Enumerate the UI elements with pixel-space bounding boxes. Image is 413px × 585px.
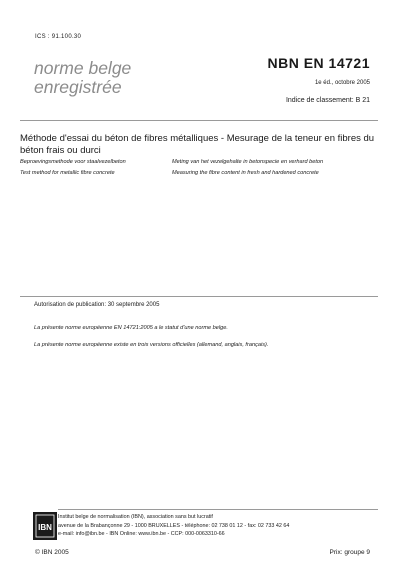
brand-line-2: enregistrée (34, 77, 122, 97)
classification-index: Indice de classement: B 21 (285, 97, 370, 104)
ibn-logo-icon (32, 511, 58, 541)
ics-code: ICS : 91.100.30 (35, 34, 82, 40)
institute-info (58, 513, 378, 539)
title-english-b: Measuring the fibre content in fresh and hardened concrete (172, 170, 319, 176)
price-group: Prix: groupe 9 (329, 549, 370, 556)
status-statement: La présente norme européenne EN 14721:2005 a le statut d'une norme belge. (34, 325, 228, 331)
title-dutch-b: Meting van het vezelgehalte in betonspecie en verhard beton (172, 159, 324, 165)
title-french: Méthode d'essai du béton de fibres métalliques - Mesurage de la teneur en fibres du béton frais ou durci (20, 133, 375, 156)
title-dutch-a: Beproevingsmethode voor staalvezelbeton (20, 159, 126, 165)
brand-title (34, 59, 194, 97)
versions-statement: La présente norme européenne existe en trois versions officielles (allemand, anglais, français). (34, 342, 269, 348)
norm-number: NBN EN 14721 (267, 55, 370, 71)
institute-contact: e-mail: info@ibn.be - IBN Online: www.ibn.be - CCP: 000-0063310-66 (58, 531, 225, 537)
copyright: © IBN 2005 (35, 549, 69, 556)
header-divider (20, 120, 378, 121)
publication-authorisation: Autorisation de publication: 30 septembre 2005 (34, 302, 160, 308)
title-english-a: Test method for metallic fibre concrete (20, 170, 115, 176)
institute-address: avenue de la Brabançonne 29 - 1000 BRUXELLES - téléphone: 02 738 01 12 - fax: 02 733 42 64 (58, 522, 290, 529)
brand-line-1: norme belge (34, 58, 132, 78)
footer-divider (58, 509, 378, 510)
edition-date: 1e éd., octobre 2005 (314, 80, 370, 86)
publication-divider (20, 296, 378, 297)
logo-text: IBN (38, 523, 52, 532)
institute-name: Institut belge de normalisation (IBN), association sans but lucratif (58, 514, 213, 520)
